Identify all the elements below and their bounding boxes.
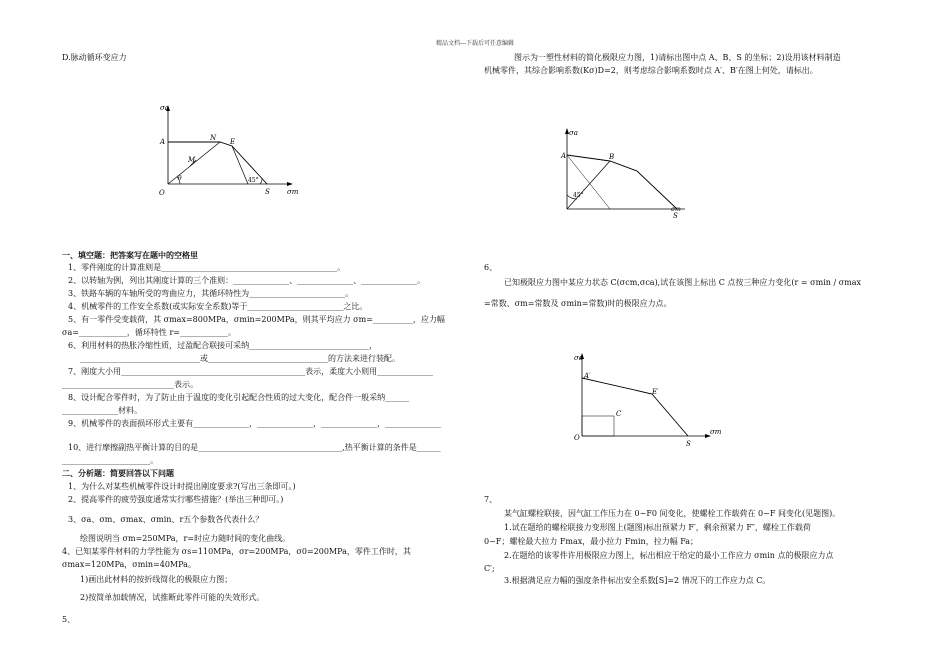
origin-label: O	[159, 189, 165, 197]
problem-6b: =常数、σm=常数及 σmin=常数)时的极限应力点。	[484, 299, 672, 308]
y-axis-label: σa	[160, 104, 169, 112]
question-4: 4、机械零件的工作安全系数(或实际安全系数)等于________________________之比。	[68, 302, 368, 311]
point-s-label-3: S	[686, 440, 691, 448]
problem-7b: 1.试在题给的螺栓联接力变形图上(题图)标出预紧力 F′，剩余预紧力 F″，螺栓工作载荷	[504, 523, 811, 532]
analysis-5: 5、	[62, 615, 76, 624]
point-m-label: M	[188, 156, 196, 164]
point-b-label-2: B	[609, 153, 615, 161]
limit-stress-diagram-2	[555, 123, 715, 223]
theta-label: θ	[178, 175, 182, 182]
question-6b: ______________________________或______________________________的方法来进行装配。	[80, 354, 400, 363]
point-a-label-2: A	[561, 152, 567, 160]
section-fill-title: 一、填空题：把答案写在题中的空格里	[62, 250, 198, 260]
question-1: 1、零件刚度的计算准则是____________________________________________。	[68, 263, 346, 272]
point-n-label: N	[210, 134, 217, 142]
y-axis-label-2: σa	[569, 129, 578, 137]
x-axis-label-3: σm	[710, 428, 722, 436]
question-8a: 8、设计配合零件时，为了防止由于温度的变化引起配合性质的过大变化，配合件一般采纳______	[68, 393, 410, 402]
problem-7a: 某气缸螺栓联接，因气缸工作压力在 0~F0 间变化，使螺栓工作载荷在 0~F 间变化(见题图)。	[504, 509, 841, 518]
question-7a: 7、刚度大小用______________________________________________表示，柔度大小则用______________	[68, 367, 434, 376]
angle-45-label: 45°	[248, 177, 259, 184]
point-a-label-3: A′	[584, 372, 591, 380]
point-e-label-3: E′	[652, 388, 659, 396]
analysis-3: 3、σa、σm、σmax、σmin、r五个参数各代表什么？	[68, 515, 264, 524]
limit-stress-diagram-1	[150, 100, 310, 205]
point-e-label: E	[230, 138, 236, 146]
question-6a: 6、利用材料的热胀冷缩性质，过盈配合联接可采纳______________________________，	[68, 341, 378, 350]
analysis-4d: 2)按简单加载情况，试推断此零件可能的失效形式。	[80, 593, 265, 602]
analysis-4a: 4、已知某零件材料的力学性能为 σs=110MPa，σr=200MPa，σ0=200MPa，零件工作时，其	[62, 547, 411, 556]
analysis-4c: 1)画出此材料的按折线简化的极限应力图；	[80, 575, 233, 584]
question-2: 2、以转轴为例，列出其刚度计算的三个准则：______________、______________、______________。	[68, 276, 426, 285]
question-9: 9、机械零件的表面损坏形式主要有______________，______________，______________，______________	[68, 419, 442, 428]
y-axis-label-3: σa	[574, 354, 583, 362]
analysis-2: 2、提高零件的疲劳强度通常实行哪些措施？(举出三种即可。)	[68, 495, 284, 504]
point-s-label-2: S	[673, 212, 678, 220]
problem-7c: 0~F；螺栓最大拉力 Fmax，最小拉力 Fmin，拉力幅 Fa；	[484, 537, 699, 546]
problem-7-number: 7、	[484, 495, 498, 504]
question-5b: σa=____________，循环特性 r=____________。	[62, 328, 237, 337]
problem-6-number: 6、	[484, 263, 498, 272]
limit-stress-diagram-3	[570, 352, 730, 452]
question-5a: 5、有一零件受变载荷，其 σmax=800MPa，σmin=200MPa，则其平均应力 σm=__________，应力幅	[68, 315, 445, 324]
x-axis-label-2: σm	[671, 206, 681, 213]
point-c-label-3: C	[616, 410, 622, 418]
problem-text-1b: 机械零件，其综合影响系数(Kσ)D=2，则考虑综合影响系数时点 A′、B′在图上何处，请标出。	[484, 66, 818, 75]
problem-7f: 3.根据满足应力幅的强度条件标出安全系数[S]=2 情况下的工作应力点 C。	[504, 576, 771, 585]
question-10: 10、进行摩擦副热平衡计算的目的是____________________________________,热平衡计算的条件是______	[68, 443, 441, 452]
problem-text-1a: 图示为一塑性材料的简化极限应力图，1)请标出图中点 A、B、S 的坐标；2)设用该材料制造	[514, 53, 841, 62]
option-d-text: D.脉动循环变应力	[62, 53, 127, 62]
question-10-cont: ______________________。	[62, 456, 158, 465]
problem-6a: 已知极限应力图中某应力状态 C(σcm,σca),试在该图上标出 C 点按三种应力变化(r = σmin / σmax	[504, 278, 862, 287]
origin-label-3: O	[574, 434, 580, 442]
problem-7d: 2.在题给的该零件许用极限应力图上，标出相应于给定的最小工作应力 σmin 点的极限应力点	[504, 551, 834, 560]
page-header: 精品文档---下载后可任意编辑	[435, 40, 515, 47]
angle-label-2: 45°	[573, 192, 584, 199]
analysis-4b: σmax=120MPa，σmin=40MPa。	[62, 560, 196, 569]
section-analysis-title: 二、分析题：简要回答以下问题	[62, 468, 174, 478]
analysis-1: 1、为什么对某些机械零件设计时提出刚度要求?(写出三条即可。)	[68, 482, 296, 491]
problem-7e: C′;	[484, 564, 495, 573]
question-8b: ______________材料。	[62, 406, 142, 415]
analysis-3b: 绘图说明当 σm=250MPa，r=时应力随时间的变化曲线。	[80, 534, 291, 543]
point-s-label: S	[265, 188, 270, 196]
question-7b: ____________________________表示。	[62, 380, 198, 389]
question-3: 3、铁路车辆的车轴所受的弯曲应力，其循环特性为________________________。	[68, 289, 354, 298]
point-a-label: A	[160, 138, 166, 146]
x-axis-label: σm	[287, 188, 299, 196]
